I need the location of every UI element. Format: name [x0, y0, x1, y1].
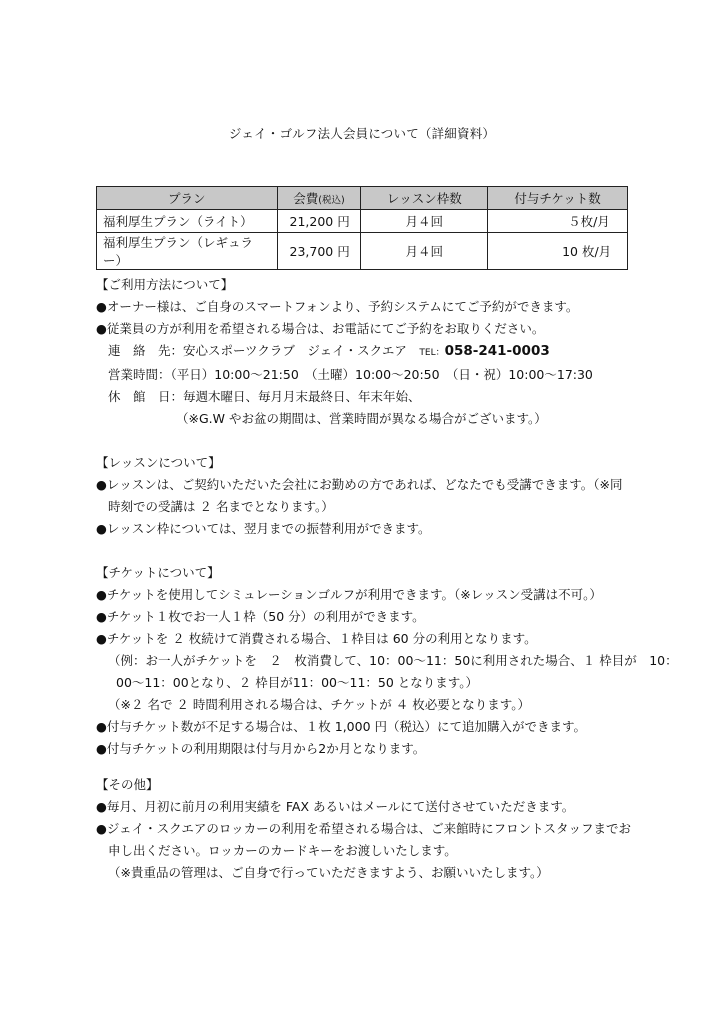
tel-number: 058-241-0003 [444, 343, 550, 359]
ticket-line: ●チケット１枚でお一人１枠（50 分）の利用ができます。 [96, 609, 425, 624]
plan-lessons: 月４回 [361, 233, 488, 270]
lesson-heading: 【レッスンについて】 [96, 455, 221, 470]
plan-name: 福利厚生プラン（ライト） [97, 210, 278, 233]
lesson-section [96, 452, 636, 540]
ticket-example: （例：お一人がチケットを ２ 枚消費して、10：00～11：50に利用された場合、１ 枠目が 10： [108, 653, 678, 668]
other-line: ●毎月、月初に前月の利用実績を FAX あるいはメールにて送付させていただきます。 [96, 799, 575, 814]
table-row [97, 233, 628, 270]
table-row [97, 210, 628, 233]
usage-section [96, 274, 636, 430]
contact-line [96, 340, 636, 364]
other-line: 申し出ください。ロッカーのカードキーをお渡しいたします。 [108, 843, 457, 858]
header-tickets: 付与チケット数 [488, 187, 628, 210]
header-fee [277, 187, 361, 210]
other-section [96, 774, 636, 884]
other-line: （※貴重品の管理は、ご自身で行っていただきますよう、お願いいたします。） [108, 865, 549, 880]
hours-line: 営業時間：（平日）10:00～21:50 （土曜）10:00～20:50 （日・祝）10:00～17:30 [108, 367, 593, 382]
lesson-line: ●レッスンは、ご契約いただいた会社にお勤めの方であれば、どなたでも受講できます。（※同 [96, 477, 623, 492]
usage-line: ●従業員の方が利用を希望される場合は、お電話にてご予約をお取りください。 [96, 321, 545, 336]
document-title: ジェイ・ゴルフ法人会員について（詳細資料） [228, 126, 496, 141]
plan-name: 福利厚生プラン（レギュラー） [97, 233, 278, 270]
plan-fee: 23,700 円 [277, 233, 361, 270]
lesson-line: 時刻での受講は ２ 名までとなります。） [108, 499, 334, 514]
ticket-line: ●チケットを使用してシミュレーションゴルフが利用できます。（※レッスン受講は不可。） [96, 587, 602, 602]
ticket-section [96, 562, 678, 760]
ticket-line: ●付与チケット数が不足する場合は、１枚 1,000 円（税込）にて追加購入ができます。 [96, 719, 587, 734]
other-line: ●ジェイ・スクエアのロッカーの利用を希望される場合は、ご来館時にフロントスタッフまでお [96, 821, 632, 836]
header-plan: プラン [97, 187, 278, 210]
closed-line: 休 館 日：毎週木曜日、毎月月末最終日、年末年始、 [108, 389, 421, 404]
other-heading: 【その他】 [96, 777, 159, 792]
lesson-line: ●レッスン枠については、翌月までの振替利用ができます。 [96, 521, 431, 536]
usage-line: ●オーナー様は、ご自身のスマートフォンより、予約システムにてご予約ができます。 [96, 299, 579, 314]
header-fee-label: 会費 [293, 191, 319, 206]
ticket-example: （※２ 名で ２ 時間利用される場合は、チケットが ４ 枚必要となります。） [108, 697, 530, 712]
ticket-line: ●チケットを ２ 枚続けて消費される場合、１枠目は 60 分の利用となります。 [96, 631, 537, 646]
plan-tickets: 10 枚/月 [488, 233, 628, 270]
plan-lessons: 月４回 [361, 210, 488, 233]
header-fee-note: (税込) [318, 195, 345, 206]
table-header-row [97, 187, 628, 210]
ticket-line: ●付与チケットの利用期限は付与月から2か月となります。 [96, 741, 426, 756]
closed-note: （※G.W やお盆の期間は、営業時間が異なる場合がございます。） [176, 411, 547, 426]
ticket-example: 00～11：00となり、２ 枠目が11：00～11：50 となります。） [116, 675, 479, 690]
ticket-heading: 【チケットについて】 [96, 565, 220, 580]
plan-fee: 21,200 円 [277, 210, 361, 233]
plan-tickets: ５枚/月 [488, 210, 628, 233]
usage-heading: 【ご利用方法について】 [96, 277, 234, 292]
contact-label: 連 絡 先：安心スポーツクラブ ジェイ・スクエア [108, 343, 420, 358]
plan-table [96, 186, 628, 270]
header-lessons: レッスン枠数 [361, 187, 488, 210]
tel-label: TEL： [419, 348, 445, 358]
